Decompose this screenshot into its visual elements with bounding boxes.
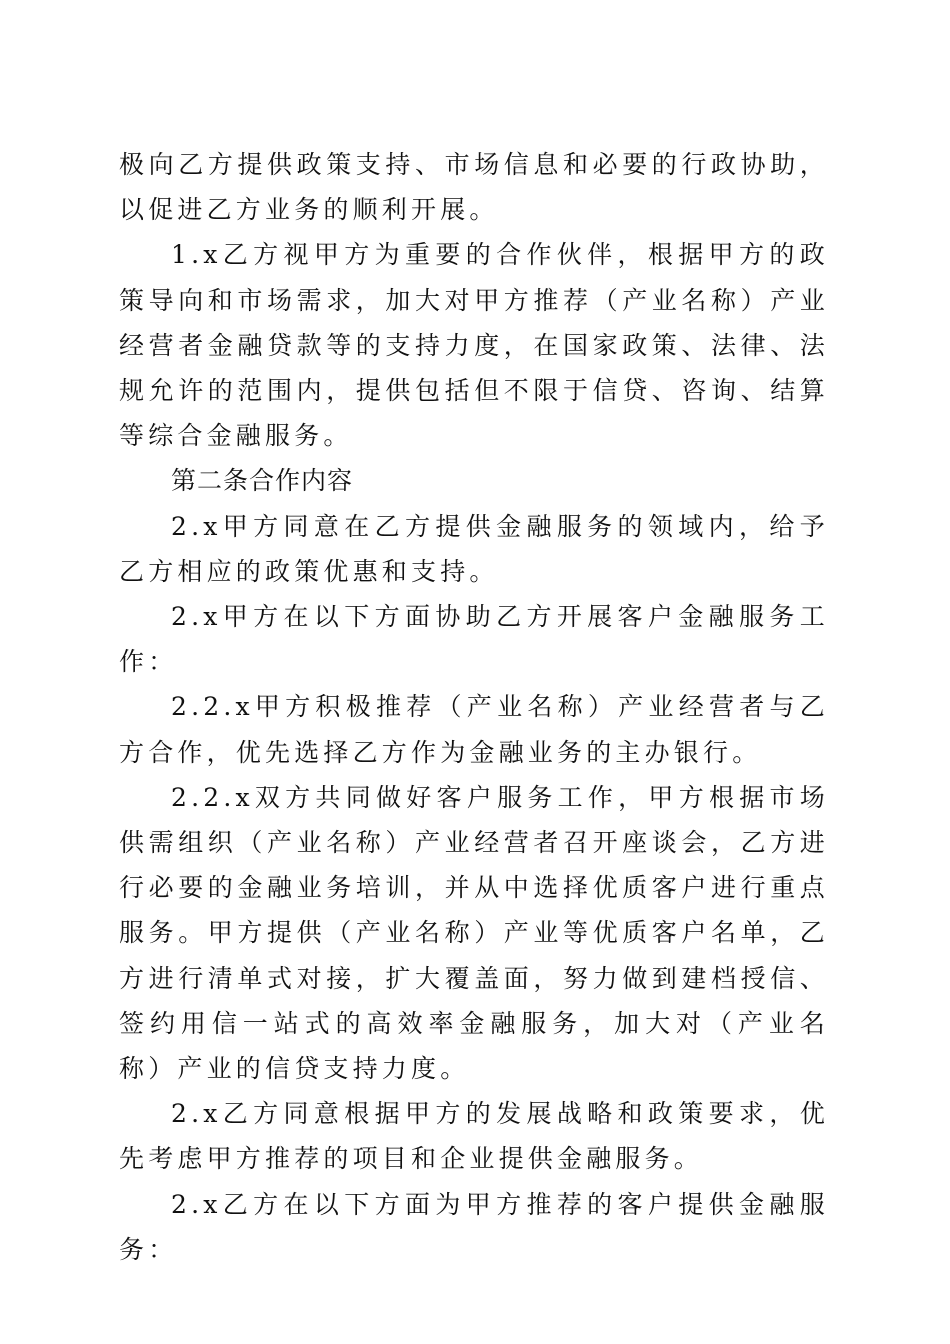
article-heading-cooperation-content: 第二条合作内容 [171, 466, 354, 496]
document-page [119, 142, 829, 1272]
paragraph-1x-financial-support: 1.x乙方视甲方为重要的合作伙伴，根据甲方的政策导向和市场需求，加大对甲方推荐（产业名称）产业经营者金融贷款等的支持力度，在国家政策、法律、法规允许的范围内，提供包括但不限于信贷、咨询、结算等综合金融服务。 [119, 240, 829, 451]
paragraph-2x-assist-services: 2.x甲方在以下方面协助乙方开展客户金融服务工作： [119, 602, 829, 677]
paragraph-continuation: 极向乙方提供政策支持、市场信息和必要的行政协助，以促进乙方业务的顺利开展。 [119, 150, 829, 225]
paragraph-2x-policy-preference: 2.x甲方同意在乙方提供金融服务的领域内，给予乙方相应的政策优惠和支持。 [119, 511, 829, 586]
paragraph-22x-customer-service: 2.2.x双方共同做好客户服务工作，甲方根据市场供需组织（产业名称）产业经营者召开座谈会，乙方进行必要的金融业务培训，并从中选择优质客户进行重点服务。甲方提供（产业名称）产业等优质客户名单，乙方进行清单式对接，扩大覆盖面，努力做到建档授信、签约用信一站式的高效率金融服务，加大对（产业名称）产业的信贷支持力度。 [119, 782, 829, 1084]
paragraph-22x-recommend-cooperation: 2.2.x甲方积极推荐（产业名称）产业经营者与乙方合作，优先选择乙方作为金融业务的主办银行。 [119, 692, 829, 767]
paragraph-2x-provide-services: 2.x乙方在以下方面为甲方推荐的客户提供金融服务： [119, 1189, 829, 1264]
paragraph-2x-priority-projects: 2.x乙方同意根据甲方的发展战略和政策要求，优先考虑甲方推荐的项目和企业提供金融服务。 [119, 1099, 829, 1174]
